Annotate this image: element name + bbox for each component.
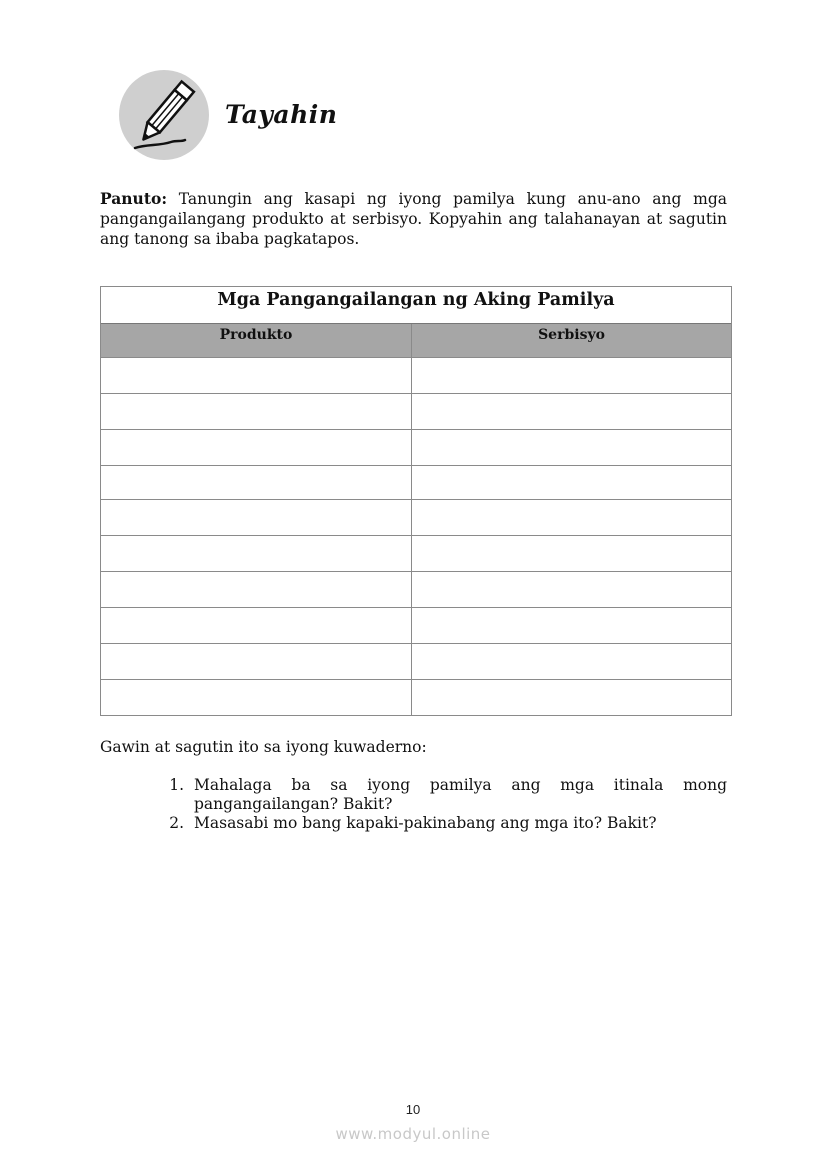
table-cell (412, 358, 731, 393)
table-cell (412, 572, 731, 607)
table-cell (101, 572, 412, 607)
table-cell (412, 500, 731, 535)
table-cell (412, 644, 731, 679)
question-line: Masasabi mo bang kapaki-pakinabang ang mga ito? Bakit? (194, 814, 657, 832)
table-row (101, 607, 731, 643)
table-row (101, 535, 731, 571)
table-cell (412, 680, 731, 715)
table-cell (101, 644, 412, 679)
table-cell (101, 466, 412, 499)
table-row (101, 499, 731, 535)
table-cell (412, 430, 731, 465)
table-cell (101, 358, 412, 393)
watermark: www.modyul.online (335, 1125, 491, 1143)
question-line: pangangailangan? Bakit? (194, 795, 393, 813)
needs-table (100, 286, 732, 716)
question-text (194, 776, 727, 814)
question-item (155, 814, 727, 833)
table-row (101, 429, 731, 465)
section-title: Tayahin (225, 100, 338, 129)
instructions-label: Panuto: (100, 189, 168, 208)
question-item (155, 776, 727, 814)
table-cell (101, 394, 412, 429)
table-cell (101, 536, 412, 571)
table-cell (101, 500, 412, 535)
table-cell (101, 608, 412, 643)
table-cell (412, 536, 731, 571)
table-row (101, 571, 731, 607)
table-row (101, 393, 731, 429)
column-header-serbisyo: Serbisyo (538, 327, 605, 343)
activity-prompt: Gawin at sagutin ito sa iyong kuwaderno: (100, 738, 427, 756)
instructions (100, 189, 727, 249)
question-list (155, 776, 727, 833)
question-text (194, 814, 727, 833)
table-cell (412, 466, 731, 499)
instructions-text: Tanungin ang kasapi ng iyong pamilya kung anu-ano ang mga pangangailangang produkto at serbisyo. Kopyahin ang talahanayan at sagutin ang tanong sa ibaba pagkatapos. (100, 190, 727, 248)
table-row (101, 643, 731, 679)
question-number: 1. (169, 776, 184, 794)
table-cell (101, 680, 412, 715)
question-line: Mahalaga ba sa iyong pamilya ang mga itinala mong (194, 776, 727, 794)
question-number: 2. (169, 814, 184, 832)
table-cell (412, 394, 731, 429)
table-row (101, 465, 731, 499)
table-title: Mga Pangangailangan ng Aking Pamilya (101, 287, 731, 323)
table-cell (412, 608, 731, 643)
pencil-icon (119, 70, 209, 160)
table-row (101, 357, 731, 393)
column-header-produkto: Produkto (101, 324, 412, 357)
table-header-row (101, 323, 731, 357)
table-cell (101, 430, 412, 465)
page-number: 10 (405, 1102, 421, 1117)
table-row (101, 679, 731, 715)
